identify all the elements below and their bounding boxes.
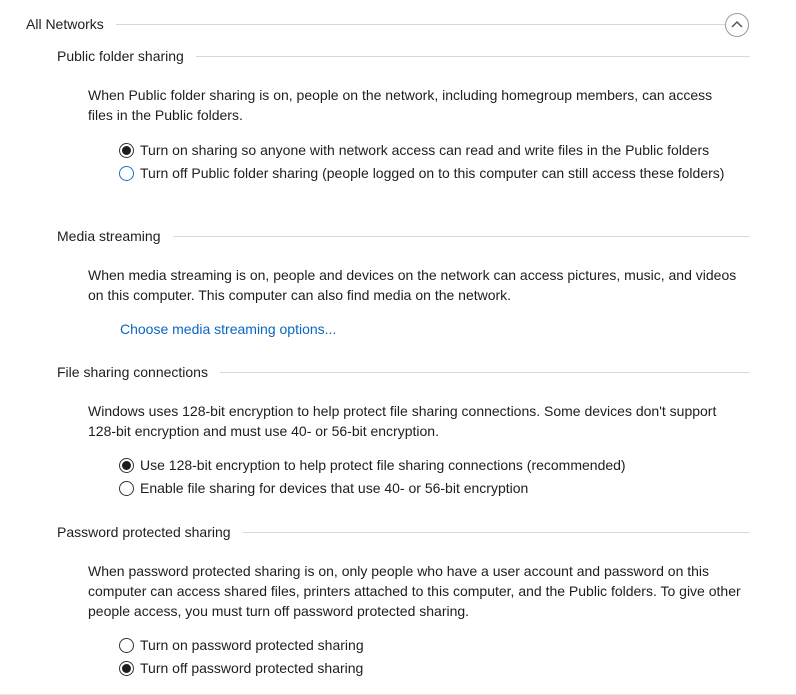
file-sharing-description: Windows uses 128-bit encryption to help protect file sharing connections. Some devices don't support 128-bit encryption and must use 40- or 56-bit encryption. xyxy=(88,403,717,439)
public-folder-description: When Public folder sharing is on, people on the network, including homegroup members, can access files in the Public folders. xyxy=(88,87,713,123)
divider xyxy=(173,236,751,237)
all-networks-header xyxy=(26,14,726,34)
divider xyxy=(220,372,750,373)
password-sharing-title: Password protected sharing xyxy=(57,524,231,540)
divider xyxy=(196,56,750,57)
radio-button[interactable] xyxy=(119,143,134,158)
radio-button[interactable] xyxy=(119,481,134,496)
option-label: Turn off password protected sharing xyxy=(140,660,364,676)
media-streaming-title: Media streaming xyxy=(57,228,161,244)
public-folder-header xyxy=(57,46,750,66)
file-sharing-title: File sharing connections xyxy=(57,364,208,380)
option-label: Turn on password protected sharing xyxy=(140,637,364,653)
password-sharing-header xyxy=(57,522,750,542)
public-folder-on-option[interactable] xyxy=(119,140,759,160)
divider xyxy=(243,532,750,533)
chevron-up-icon xyxy=(731,20,743,30)
public-folder-off-option[interactable] xyxy=(119,163,729,183)
password-sharing-description: When password protected sharing is on, only people who have a user account and password on this computer can access shared files, printers attached to this computer, and the Public folders. To give other people access, you must turn off password protected sharing. xyxy=(88,563,741,619)
option-label: Use 128-bit encryption to help protect file sharing connections (recommended) xyxy=(140,457,626,473)
radio-button[interactable] xyxy=(119,458,134,473)
media-streaming-description: When media streaming is on, people and devices on the network can access pictures, music, and videos on this computer. This computer can also find media on the network. xyxy=(88,267,737,303)
option-label: Turn off Public folder sharing (people logged on to this computer can still access these folders) xyxy=(140,165,725,181)
file-sharing-header xyxy=(57,362,750,382)
encryption-40-56-option[interactable] xyxy=(119,478,739,498)
public-folder-title: Public folder sharing xyxy=(57,48,184,64)
radio-button[interactable] xyxy=(119,661,134,676)
password-off-option[interactable] xyxy=(119,658,519,678)
encryption-128-option[interactable] xyxy=(119,455,739,475)
option-label: Turn on sharing so anyone with network access can read and write files in the Public folders xyxy=(140,142,710,158)
section-title: All Networks xyxy=(26,16,104,32)
password-on-option[interactable] xyxy=(119,635,519,655)
media-streaming-header xyxy=(57,226,750,246)
radio-button[interactable] xyxy=(119,166,134,181)
collapse-button[interactable] xyxy=(725,13,749,37)
radio-button[interactable] xyxy=(119,638,134,653)
media-streaming-options-link[interactable]: Choose media streaming options... xyxy=(120,321,337,337)
header-divider xyxy=(116,24,726,25)
option-label: Enable file sharing for devices that use 40- or 56-bit encryption xyxy=(140,480,529,496)
